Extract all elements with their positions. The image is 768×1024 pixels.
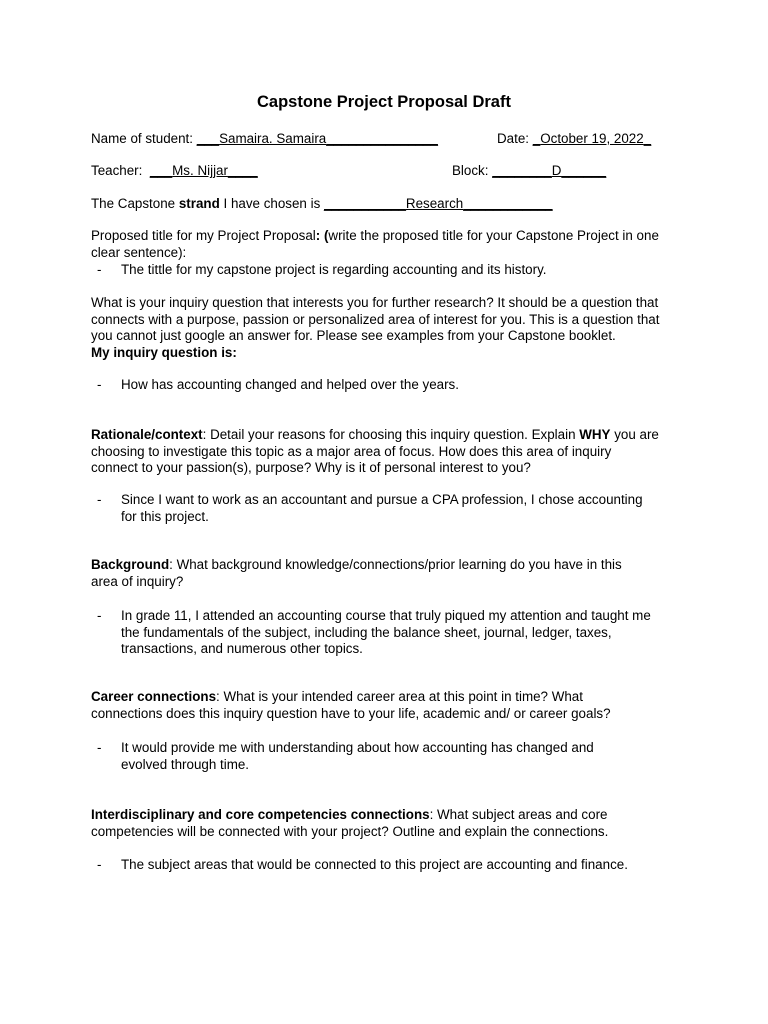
rationale-heading: Rationale/context [91, 427, 203, 442]
strand-value: ___________Research____________ [324, 196, 553, 211]
career-prompt: Career connections: What is your intended career area at this point in time? What connections does this inquiry question have to your life, academic and/ or career goals? [91, 689, 611, 721]
background-heading: Background [91, 557, 170, 572]
interdisciplinary-prompt: Interdisciplinary and core competencies connections: What subject areas and core competencies will be connected with your project? Outline and explain the connections. [91, 807, 609, 839]
teacher-label: Teacher: [91, 163, 143, 178]
proposed-title-prompt: Proposed title for my Project Proposal: (write the proposed title for your Capstone Project in one clear sentence): [91, 228, 659, 260]
date-line [497, 131, 651, 148]
teacher-value: ___Ms. Nijjar____ [149, 163, 258, 178]
career-heading: Career connections [91, 689, 217, 704]
block-value: ________D______ [492, 163, 607, 178]
background-prompt: Background: What background knowledge/connections/prior learning do you have in this area of inquiry? [91, 557, 622, 589]
block-line [452, 163, 606, 180]
student-name-line [91, 131, 438, 148]
interdisciplinary-heading: Interdisciplinary and core competencies connections [91, 807, 430, 822]
strand-line: The Capstone strand I have chosen is ___________Research____________ [91, 196, 553, 211]
inquiry-heading: My inquiry question is: [91, 344, 237, 360]
date-value: _October 19, 2022_ [532, 131, 652, 146]
student-name-label: Name of student: [91, 131, 193, 146]
page-title: Capstone Project Proposal Draft [257, 93, 511, 111]
date-label: Date: [497, 131, 530, 146]
teacher-line [91, 163, 258, 180]
inquiry-prompt: What is your inquiry question that interests you for further research? It should be a question that connects with a purpose, passion or personalized area of interest for you. This is a question that you cannot just google an answer for. Please see examples from your Capstone booklet. My inquiry question is: [91, 295, 660, 360]
block-label: Block: [452, 163, 489, 178]
student-name-value: ___Samaira. Samaira_______________ [196, 131, 438, 146]
rationale-prompt: Rationale/context: Detail your reasons for choosing this inquiry question. Explain WHY you are choosing to investigate this topic as a major area of focus. How does this area of inquiry connect to your passion(s), purpose? Why is it of personal interest to you? [91, 427, 659, 475]
